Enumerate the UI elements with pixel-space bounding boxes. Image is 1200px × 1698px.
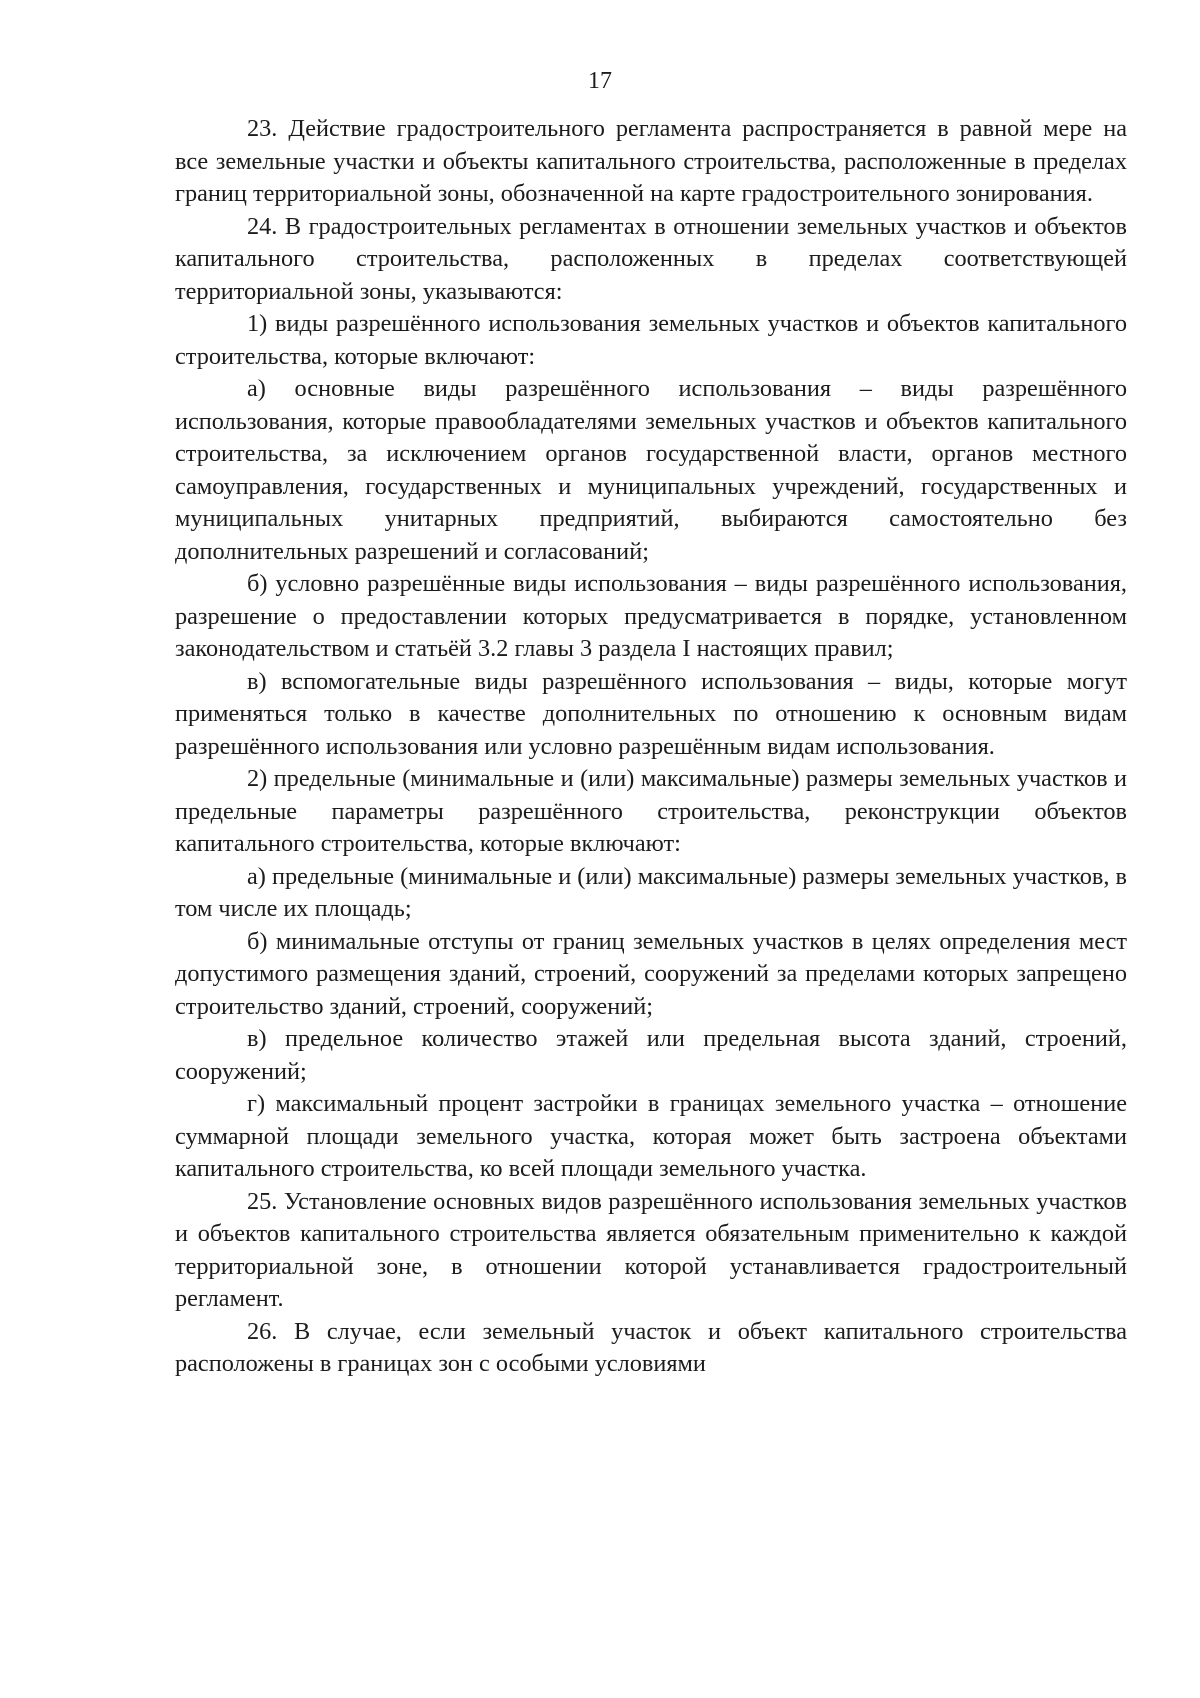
list-item-1b: б) условно разрешённые виды использования – виды разрешённого использования, разрешение о предоставлении которых предусматривается в порядке, установленном законодательством и статьёй 3.2 главы 3 раздела I настоящих правил; bbox=[175, 570, 1127, 662]
list-item-2: 2) предельные (минимальные и (или) максимальные) размеры земельных участков и предельные параметры разрешённого строительства, реконструкции объектов капитального строительства, которые включают: bbox=[175, 765, 1127, 857]
paragraph-25: 25. Установление основных видов разрешённого использования земельных участков и объектов капитального строительства является обязательным применительно к каждой территориальной зоне, в отношении которой устанавливается градостроительный регламент. bbox=[175, 1187, 1127, 1312]
paragraph-24: 24. В градостроительных регламентах в отношении земельных участков и объектов капитального строительства, расположенных в пределах соответствующей территориальной зоны, указываются: bbox=[175, 212, 1127, 305]
paragraph-26: 26. В случае, если земельный участок и объект капитального строительства расположены в границах зон с особыми условиями bbox=[175, 1317, 1127, 1377]
list-item-2v: в) предельное количество этажей или предельная высота зданий, строений, сооружений; bbox=[175, 1025, 1127, 1085]
page-number: 17 bbox=[588, 68, 612, 94]
list-item-2b: б) минимальные отступы от границ земельных участков в целях определения мест допустимого размещения зданий, строений, сооружений за пределами которых запрещено строительство зданий, строений, сооружений; bbox=[175, 927, 1127, 1020]
list-item-1a: а) основные виды разрешённого использования – виды разрешённого использования, которые правообладателями земельных участков и объектов капитального строительства, за исключением органов государственной власти, органов местного самоуправления, государственных и муниципальных учреждений, государственных и муниципальных унитарных предприятий, выбираются самостоятельно без дополнительных разрешений и согласований; bbox=[175, 375, 1127, 565]
list-item-1v: в) вспомогательные виды разрешённого использования – виды, которые могут применяться только в качестве дополнительных по отношению к основным видам разрешённого использования или условно разрешённым видам использования. bbox=[175, 667, 1127, 760]
document-body bbox=[175, 113, 1127, 1381]
list-item-2a: а) предельные (минимальные и (или) максимальные) размеры земельных участков, в том числе их площадь; bbox=[175, 862, 1127, 922]
list-item-2g: г) максимальный процент застройки в границах земельного участка – отношение суммарной площади земельного участка, которая может быть застроена объектами капитального строительства, ко всей площади земельного участка. bbox=[175, 1090, 1127, 1182]
paragraph-23: 23. Действие градостроительного регламента распространяется в равной мере на все земельные участки и объекты капитального строительства, расположенные в пределах границ территориальной зоны, обозначенной на карте градостроительного зонирования. bbox=[175, 115, 1127, 207]
list-item-1: 1) виды разрешённого использования земельных участков и объектов капитального строительства, которые включают: bbox=[175, 310, 1127, 370]
